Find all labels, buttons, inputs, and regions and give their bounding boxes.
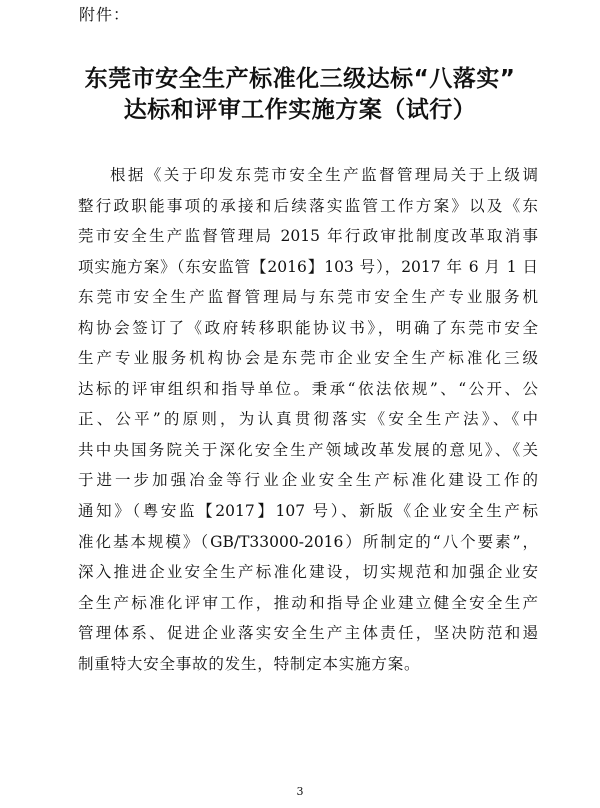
body-line: 正、公平”的原则，为认真贯彻落实《安全生产法》、《中	[78, 410, 538, 429]
body-line: 莞市安全生产监督管理局 2015 年行政审批制度改革取消事	[78, 227, 538, 246]
body-line: 根据《关于印发东莞市安全生产监督管理局关于上级调	[110, 166, 538, 184]
document-title-line-2: 达标和评审工作实施方案（试行）	[123, 97, 477, 123]
body-line: 构协会签订了《政府转移职能协议书》，明确了东莞市安全	[78, 318, 538, 337]
body-paragraph	[78, 160, 538, 679]
body-line: 生产专业服务机构协会是东莞市企业安全生产标准化三级	[78, 349, 538, 368]
body-line: 制重特大安全事故的发生，特制定本实施方案。	[78, 654, 421, 673]
body-line: 全生产标准化评审工作，推动和指导企业建立健全安全生产	[78, 593, 538, 612]
document-title-line-1: 东莞市安全生产标准化三级达标“八落实”	[84, 66, 516, 92]
body-line: 共中央国务院关于深化安全生产领域改革发展的意见》、《关	[78, 440, 538, 459]
page-number: 3	[296, 785, 304, 798]
body-line: 管理体系、促进企业落实安全生产主体责任，坚决防范和遏	[78, 624, 538, 643]
body-line: 整行政职能事项的承接和后续落实监管工作方案》以及《东	[78, 196, 538, 215]
body-line: 项实施方案》（东安监管【2016】103 号），2017 年 6 月 1 日	[78, 257, 538, 276]
attachment-label: 附件：	[79, 5, 131, 24]
body-line: 准化基本规模》（GB/T33000-2016）所制定的“八个要素”，	[78, 532, 538, 551]
body-line: 东莞市安全生产监督管理局与东莞市安全生产专业服务机	[78, 288, 538, 307]
body-line: 通知》（粤安监【2017】107 号）、新版《企业安全生产标	[78, 502, 538, 521]
body-line: 达标的评审组织和指导单位。秉承“依法依规”、“公开、公	[78, 379, 538, 398]
body-line: 于进一步加强冶金等行业企业安全生产标准化建设工作的	[78, 471, 538, 490]
body-line: 深入推进企业安全生产标准化建设，切实规范和加强企业安	[78, 563, 538, 582]
